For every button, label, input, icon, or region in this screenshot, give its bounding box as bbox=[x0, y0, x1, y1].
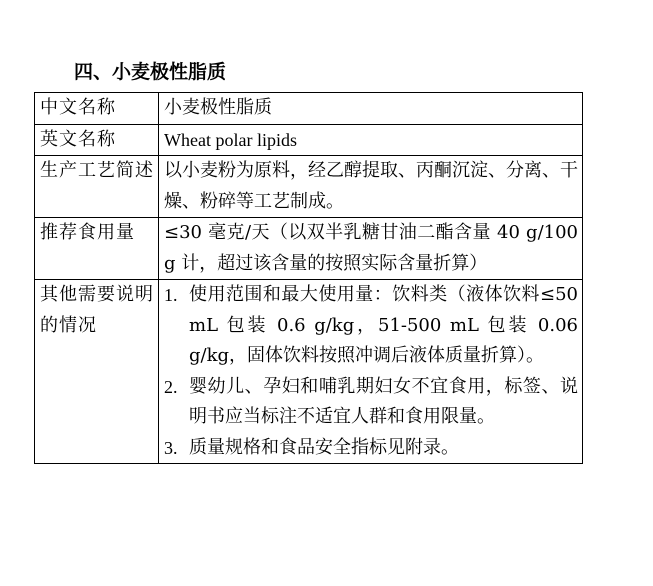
table-row-production-process bbox=[35, 156, 583, 218]
row-value: 小麦极性脂质 bbox=[159, 93, 583, 125]
list-item-number: 3. bbox=[164, 437, 178, 458]
row-label: 推荐食用量 bbox=[35, 218, 159, 280]
table-row-other-notes bbox=[35, 280, 583, 464]
list-item bbox=[164, 280, 578, 372]
notes-list bbox=[164, 280, 578, 463]
list-item-text: 婴幼儿、孕妇和哺乳期妇女不宜食用，标签、说明书应当标注不适宜人群和食用限量。 bbox=[189, 375, 578, 427]
row-value: Wheat polar lipids bbox=[159, 124, 583, 156]
row-label: 英文名称 bbox=[35, 124, 159, 156]
row-value: 以小麦粉为原料，经乙醇提取、丙酮沉淀、分离、干燥、粉碎等工艺制成。 bbox=[159, 156, 583, 218]
list-item-text: 质量规格和食品安全指标见附录。 bbox=[189, 436, 459, 458]
ingredient-info-table bbox=[34, 92, 583, 464]
list-item bbox=[164, 372, 578, 433]
section-title: 四、小麦极性脂质 bbox=[74, 61, 227, 83]
table-row-recommended-intake bbox=[35, 218, 583, 280]
row-label: 其他需要说明的情况 bbox=[35, 280, 159, 464]
row-value bbox=[159, 280, 583, 464]
row-label: 中文名称 bbox=[35, 93, 159, 125]
table-row-chinese-name bbox=[35, 93, 583, 125]
table-row-english-name bbox=[35, 124, 583, 156]
list-item-number: 2. bbox=[164, 376, 178, 397]
row-value: ≤30 毫克/天（以双半乳糖甘油二酯含量 40 g/100 g 计，超过该含量的按照实际含量折算） bbox=[159, 218, 583, 280]
list-item-number: 1. bbox=[164, 285, 178, 305]
list-item bbox=[164, 433, 578, 464]
row-label: 生产工艺简述 bbox=[35, 156, 159, 218]
list-item-text: 使用范围和最大使用量：饮料类（液体饮料≤50 mL 包装 0.6 g/kg，51-500 mL 包装 0.06 g/kg，固体饮料按照冲调后液体质量折算）。 bbox=[189, 284, 578, 366]
